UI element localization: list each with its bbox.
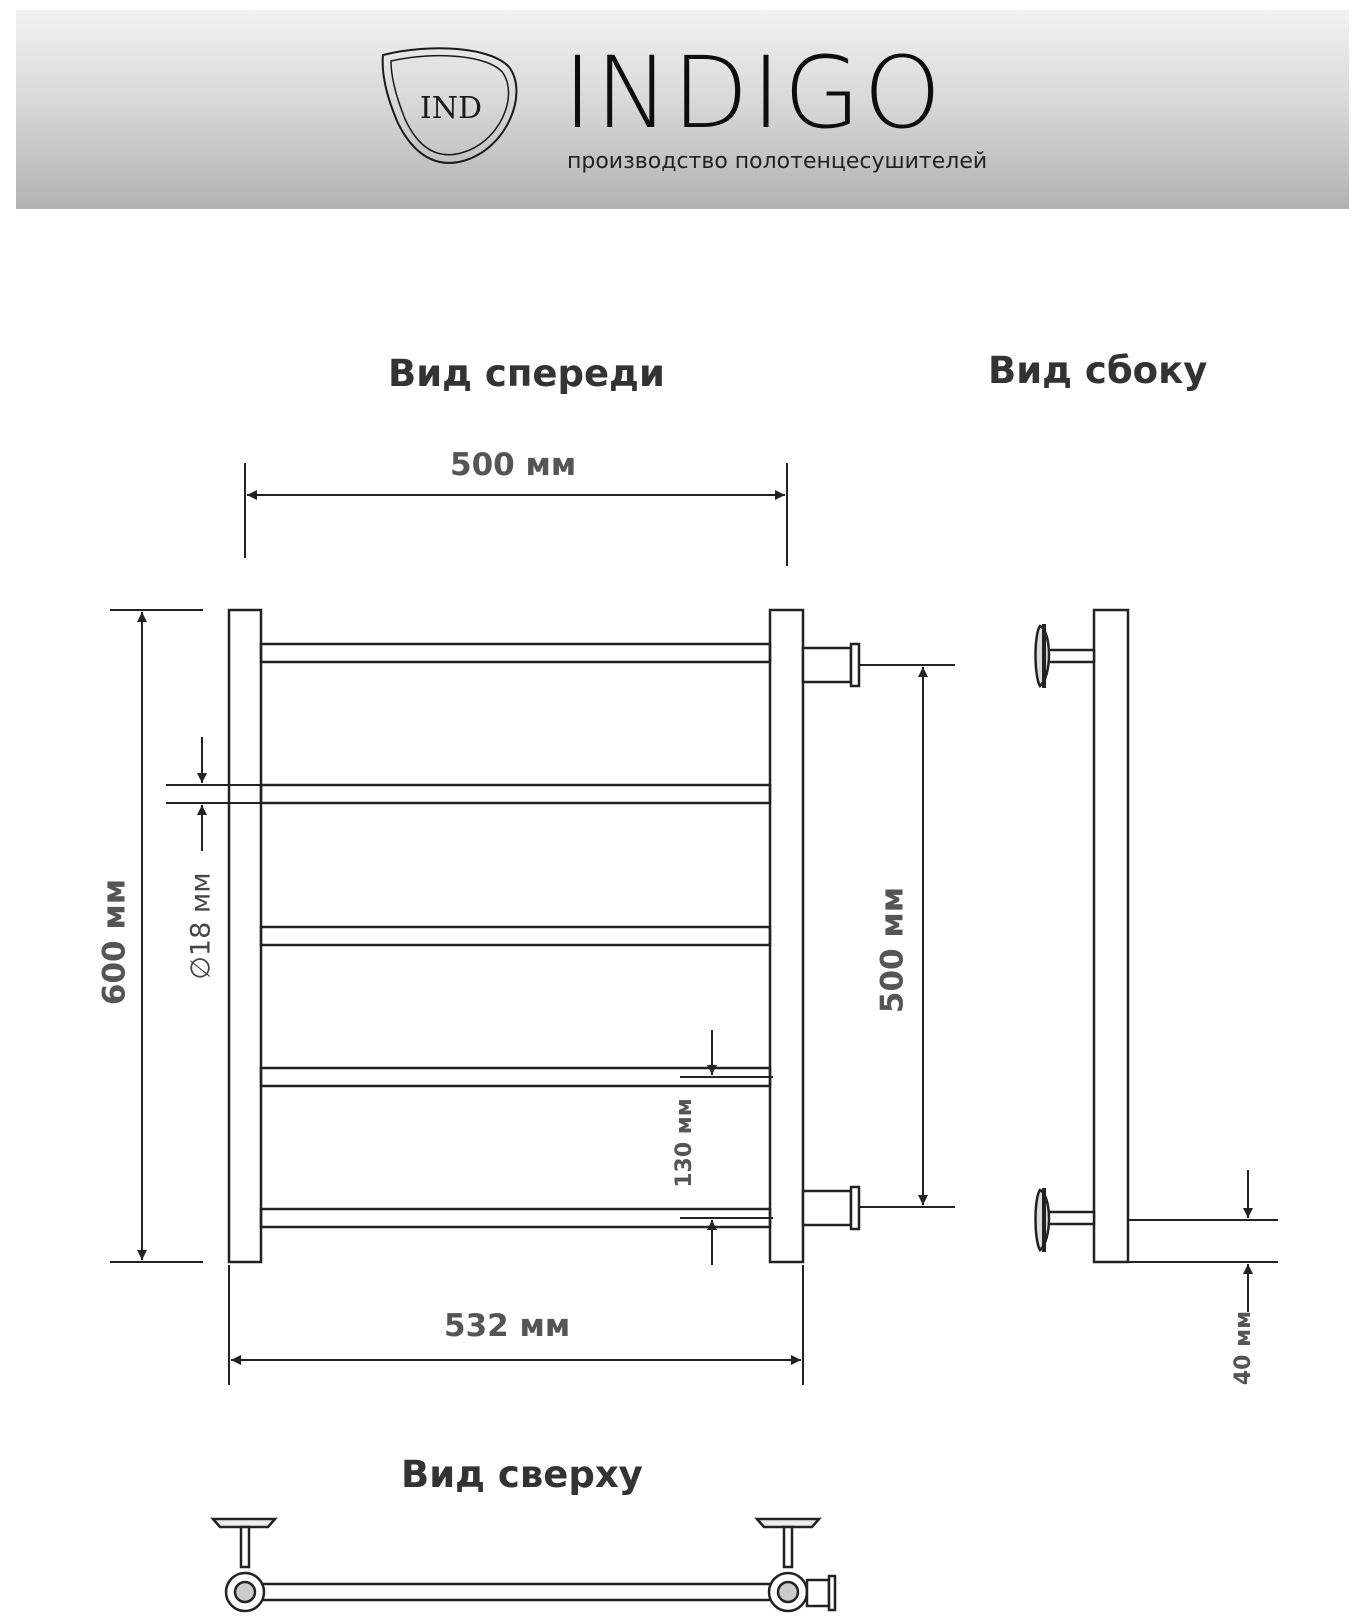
top-crossbar: [244, 1584, 776, 1600]
side-view: [1036, 610, 1279, 1312]
dim-overall-width: 532 мм: [444, 1308, 571, 1344]
crossbar-1: [261, 644, 770, 662]
crossbar-2: [261, 785, 770, 803]
right-upright: [770, 610, 803, 1262]
dim-center-width: 500 мм: [450, 447, 577, 483]
brand-tagline: производство полотенцесушителей: [567, 149, 988, 174]
side-view-title: Вид сбоку: [988, 349, 1208, 392]
dim-rail-spacing: 130 мм: [672, 1098, 697, 1188]
dim-height: 600 мм: [96, 878, 133, 1006]
top-view: [213, 1519, 835, 1611]
logo-mark-text: IND: [419, 91, 483, 126]
upper-fitting: [803, 644, 859, 686]
front-view-title: Вид спереди: [388, 352, 665, 395]
dim-connection-spacing: 500 мм: [874, 886, 911, 1014]
crossbar-3: [261, 927, 770, 945]
left-upright: [229, 610, 261, 1262]
top-right-bracket: [757, 1519, 835, 1611]
brand-name: INDIGO: [563, 36, 945, 151]
lower-fitting: [803, 1187, 859, 1229]
dim-tube-diameter-value: 18 мм: [185, 872, 217, 957]
dim-tube-diameter: [185, 872, 217, 980]
upper-wall-bracket: [1036, 624, 1095, 688]
lower-wall-bracket: [1036, 1188, 1095, 1252]
front-view-frame: [229, 610, 859, 1262]
side-upright: [1094, 610, 1128, 1262]
dim-wall-offset: 40 мм: [1231, 1310, 1256, 1386]
diameter-symbol: ∅: [185, 956, 217, 980]
top-view-title: Вид сверху: [401, 1453, 643, 1496]
